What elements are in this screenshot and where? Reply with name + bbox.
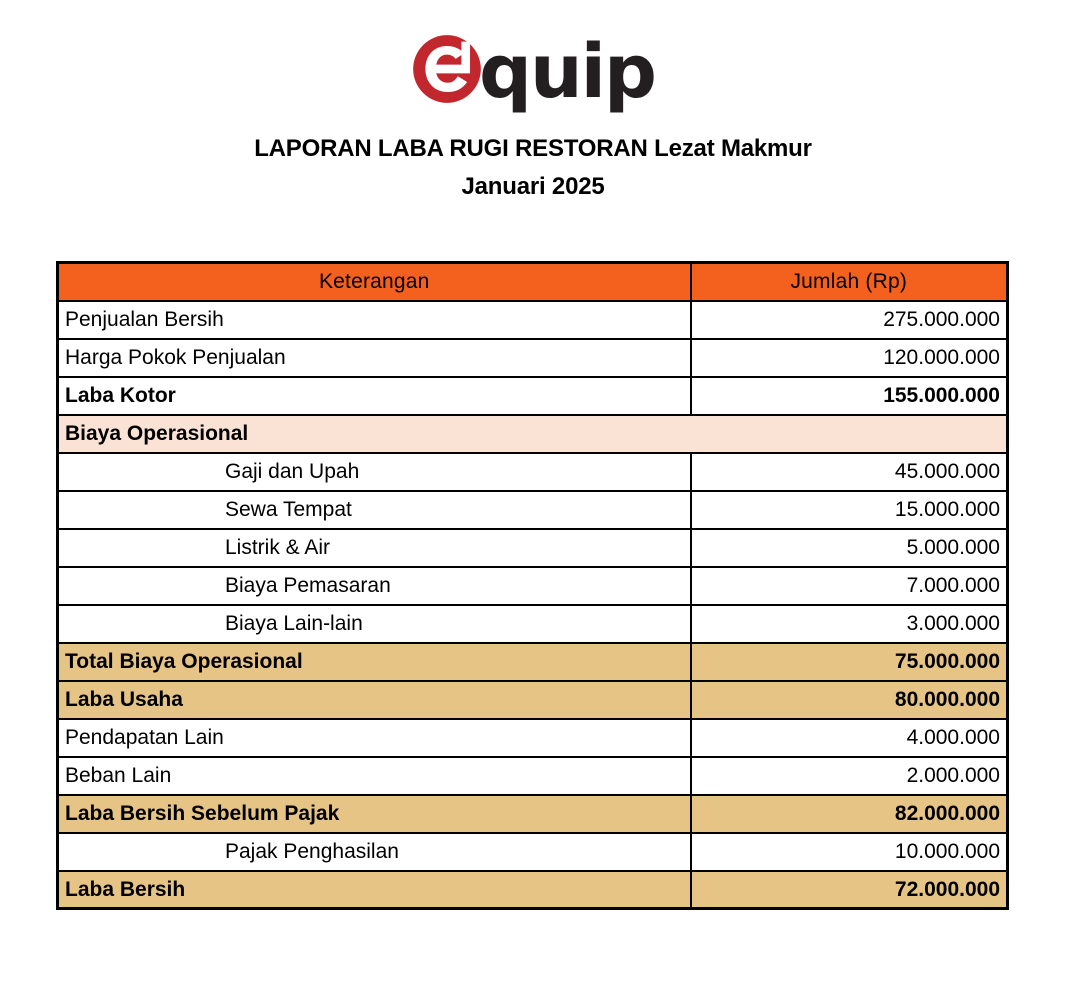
logo-wordmark: quip [479,29,655,115]
table-row [58,301,1008,339]
report-title-block [0,130,1066,206]
row-label: Pendapatan Lain [58,719,691,757]
row-amount: 155.000.000 [691,377,1008,415]
income-statement-table [56,261,1009,910]
report-period: Januari 2025 [461,173,605,200]
row-label: Pajak Penghasilan [58,833,691,871]
table-row [58,605,1008,643]
table-row [58,681,1008,719]
row-label: Laba Usaha [58,681,691,719]
row-amount: 4.000.000 [691,719,1008,757]
report-title: LAPORAN LABA RUGI RESTORAN Lezat Makmur [254,135,812,162]
income-statement-table-wrapper [56,261,1006,910]
table-row [58,529,1008,567]
row-amount: 5.000.000 [691,529,1008,567]
row-label: Harga Pokok Penjualan [58,339,691,377]
row-label: Biaya Lain-lain [58,605,691,643]
row-label: Listrik & Air [58,529,691,567]
row-label: Total Biaya Operasional [58,643,691,681]
row-amount: 2.000.000 [691,757,1008,795]
table-row [58,567,1008,605]
table-row [58,643,1008,681]
row-label: Laba Bersih Sebelum Pajak [58,795,691,833]
row-amount: 72.000.000 [691,871,1008,909]
row-label: Beban Lain [58,757,691,795]
table-row [58,757,1008,795]
row-amount: 275.000.000 [691,301,1008,339]
row-label: Biaya Pemasaran [58,567,691,605]
row-amount: 80.000.000 [691,681,1008,719]
brand-logo [0,0,1066,115]
row-label: Laba Kotor [58,377,691,415]
column-header-keterangan: Keterangan [58,263,691,301]
row-amount: 7.000.000 [691,567,1008,605]
row-label: Sewa Tempat [58,491,691,529]
row-label: Laba Bersih [58,871,691,909]
row-label: Penjualan Bersih [58,301,691,339]
row-label: Gaji dan Upah [58,453,691,491]
row-amount: 82.000.000 [691,795,1008,833]
table-row [58,795,1008,833]
row-amount: 10.000.000 [691,833,1008,871]
table-row [58,491,1008,529]
row-amount: 75.000.000 [691,643,1008,681]
row-amount: 45.000.000 [691,453,1008,491]
table-header-row [58,263,1008,301]
table-row [58,339,1008,377]
row-section-label: Biaya Operasional [58,415,1008,453]
table-row [58,377,1008,415]
logo-lockup [411,29,655,115]
e-circle-icon [411,33,483,105]
column-header-jumlah: Jumlah (Rp) [691,263,1008,301]
row-amount: 3.000.000 [691,605,1008,643]
row-amount: 15.000.000 [691,491,1008,529]
table-row [58,453,1008,491]
table-header [58,263,1008,301]
table-row [58,415,1008,453]
table-body [58,301,1008,909]
row-amount: 120.000.000 [691,339,1008,377]
table-row [58,719,1008,757]
table-row [58,833,1008,871]
table-row [58,871,1008,909]
